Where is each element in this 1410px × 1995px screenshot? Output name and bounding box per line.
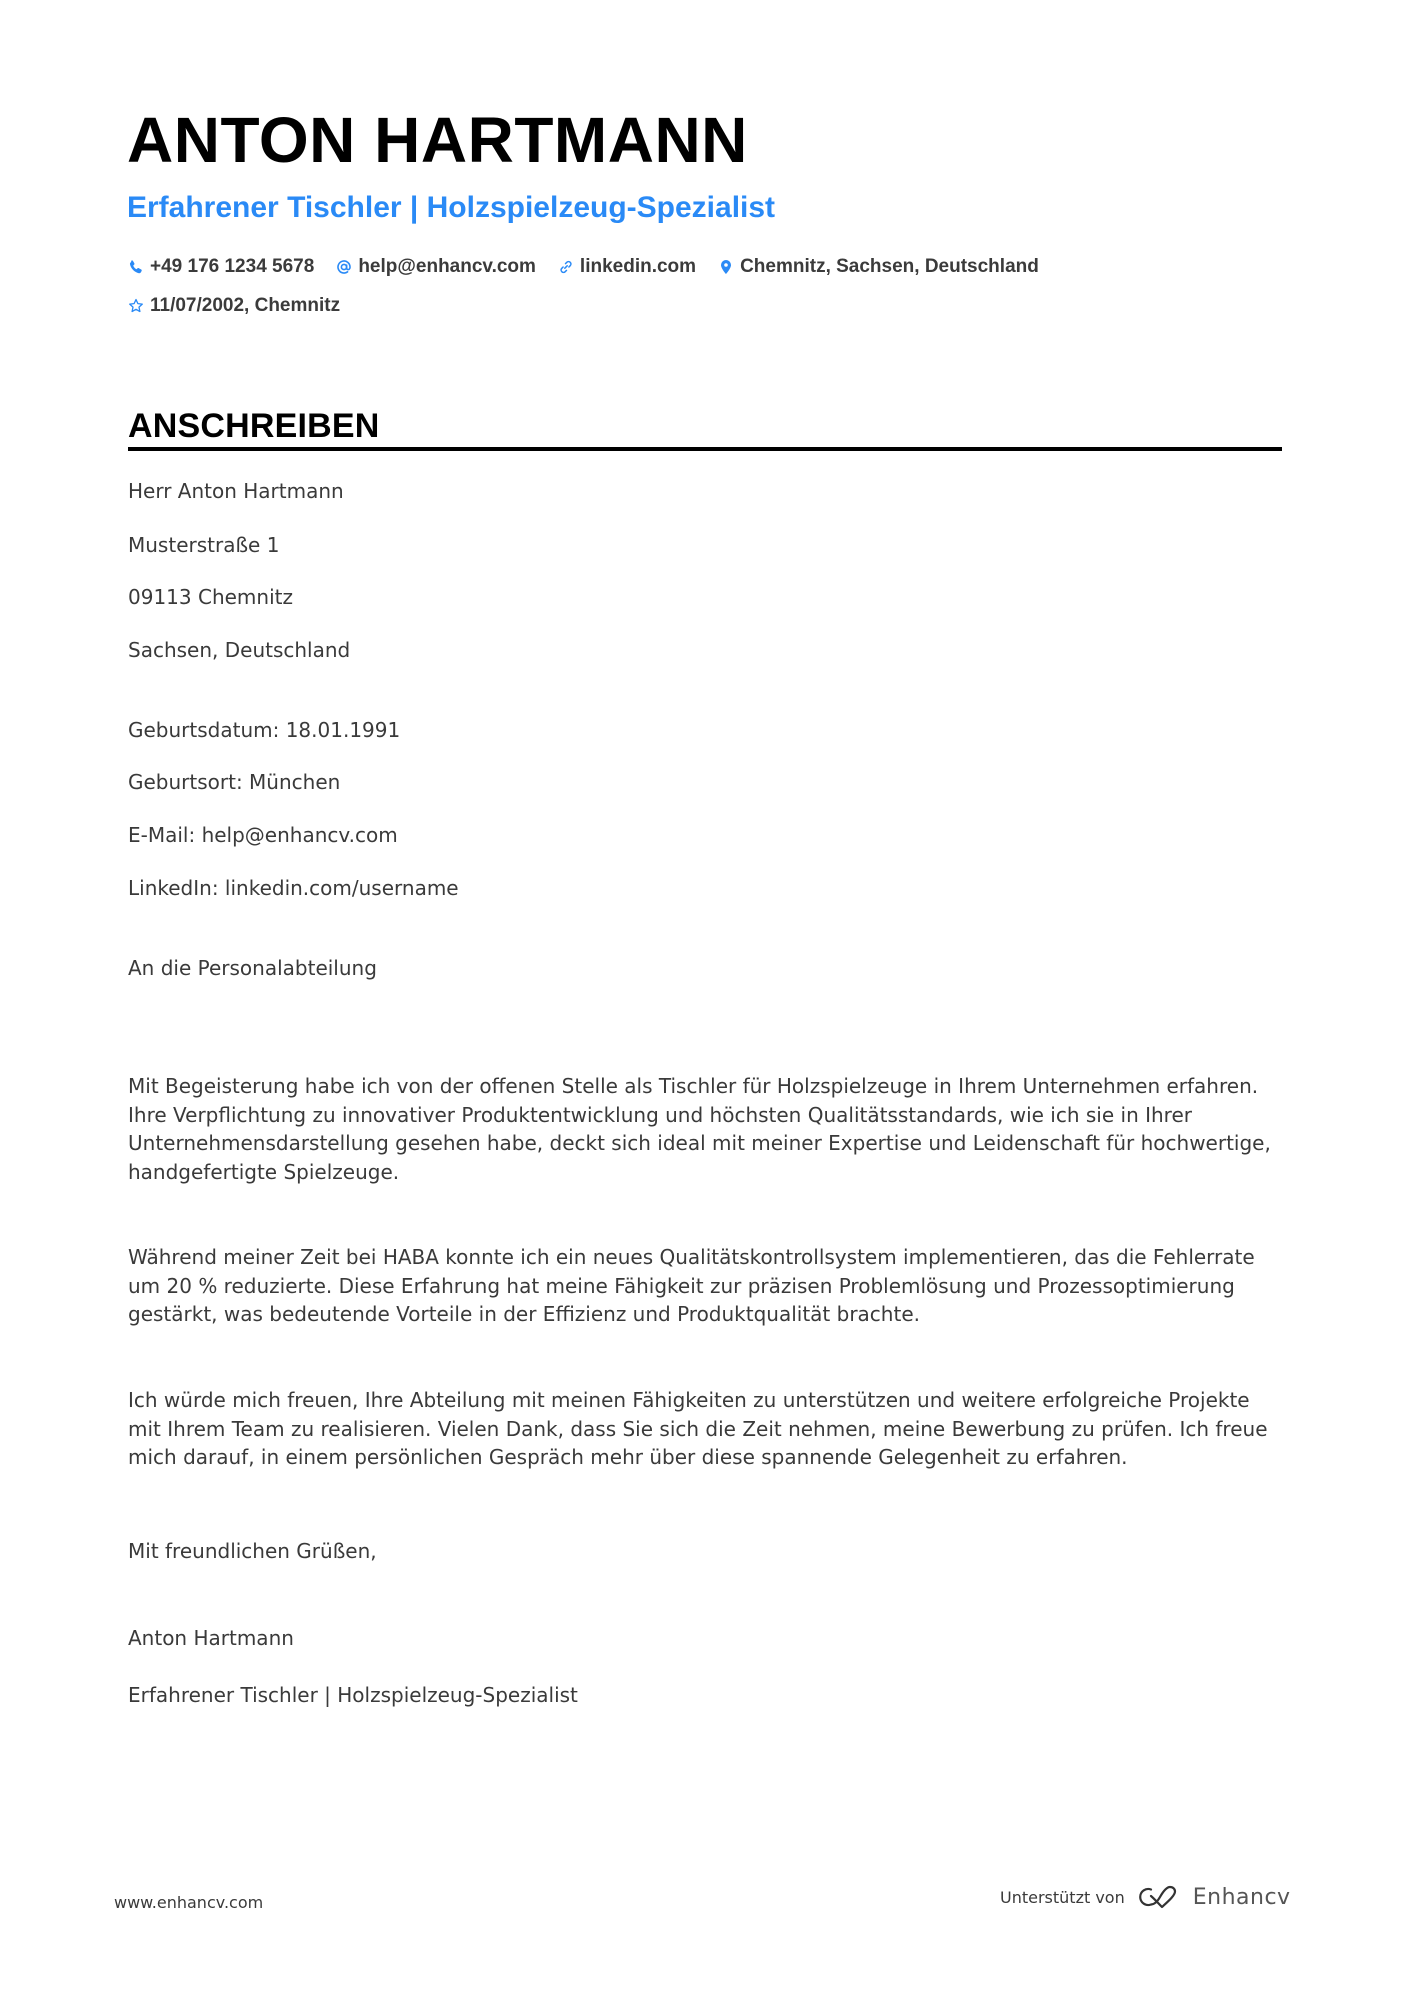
paragraph-2: Während meiner Zeit bei HABA konnte ich ein neues Qualitätskontrollsystem implementieren, das die Fehlerrate um 20 % reduzierte. Diese Erfahrung hat meine Fähigkeit zur präzisen Problemlösung und Prozessoptimierung gestärkt, was bedeutende Vorteile in der Effizienz und Produktqualität brachte. bbox=[128, 1245, 1255, 1326]
section-divider bbox=[128, 447, 1282, 451]
link-icon bbox=[558, 259, 574, 275]
star-icon bbox=[128, 298, 144, 314]
recipient: An die Personalabteilung bbox=[128, 956, 377, 980]
location-pin-icon bbox=[718, 259, 734, 275]
footer-website[interactable]: www.enhancv.com bbox=[114, 1893, 264, 1912]
contact-location-text: Chemnitz, Sachsen, Deutschland bbox=[740, 256, 1039, 277]
contact-linkedin[interactable] bbox=[558, 256, 696, 278]
phone-icon bbox=[128, 259, 144, 275]
sender-name: Herr Anton Hartmann bbox=[128, 479, 344, 503]
paragraph-3: Ich würde mich freuen, Ihre Abteilung mit meinen Fähigkeiten zu unterstützen und weitere erfolgreiche Projekte mit Ihrem Team zu realisieren. Vielen Dank, dass Sie sich die Zeit nehmen, meine Bewerbung zu prüfen. Ich freue mich darauf, in einem persönlichen Gespräch mehr über diese spannende Gelegenheit zu erfahren. bbox=[128, 1388, 1268, 1469]
closing: Mit freundlichen Grüßen, bbox=[128, 1539, 377, 1563]
sender-city: 09113 Chemnitz bbox=[128, 585, 293, 609]
sender-street: Musterstraße 1 bbox=[128, 533, 280, 557]
email-line: E-Mail: help@enhancv.com bbox=[128, 823, 398, 847]
contact-birth bbox=[128, 295, 340, 317]
birth-place: Geburtsort: München bbox=[128, 770, 341, 794]
signature-title: Erfahrener Tischler | Holzspielzeug-Spezialist bbox=[128, 1683, 578, 1707]
contact-linkedin-text: linkedin.com bbox=[579, 256, 697, 277]
contact-birth-text: 11/07/2002, Chemnitz bbox=[150, 295, 341, 316]
at-icon bbox=[336, 259, 352, 275]
contact-phone[interactable] bbox=[128, 256, 314, 278]
powered-by-text: Unterstützt von bbox=[1000, 1887, 1125, 1907]
contact-row bbox=[128, 256, 1061, 278]
footer-branding[interactable] bbox=[1000, 1884, 1291, 1910]
applicant-name: ANTON HARTMANN bbox=[127, 104, 748, 176]
linkedin-line: LinkedIn: linkedin.com/username bbox=[128, 876, 459, 900]
contact-location bbox=[718, 256, 1039, 278]
enhancv-logo-icon bbox=[1137, 1884, 1183, 1910]
contact-email[interactable] bbox=[336, 256, 536, 278]
contact-email-text: help@enhancv.com bbox=[358, 256, 536, 277]
contact-phone-text: +49 176 1234 5678 bbox=[150, 256, 315, 277]
sender-region: Sachsen, Deutschland bbox=[128, 638, 351, 662]
birth-date: Geburtsdatum: 18.01.1991 bbox=[128, 718, 401, 742]
signature-name: Anton Hartmann bbox=[128, 1626, 294, 1650]
brand-name: Enhancv bbox=[1192, 1884, 1291, 1910]
applicant-title: Erfahrener Tischler | Holzspielzeug-Spezialist bbox=[127, 191, 776, 224]
paragraph-1: Mit Begeisterung habe ich von der offenen Stelle als Tischler für Holzspielzeuge in Ihrem Unternehmen erfahren. Ihre Verpflichtung zu innovativer Produktentwicklung und höchsten Qualitätsstandards, wie ich sie in Ihrer Unternehmensdarstellung gesehen habe, deckt sich ideal mit meiner Expertise und Leidenschaft für hochwertige, handgefertigte Spielzeuge. bbox=[128, 1074, 1271, 1184]
contact-row bbox=[128, 295, 362, 317]
section-title: ANSCHREIBEN bbox=[128, 407, 380, 445]
